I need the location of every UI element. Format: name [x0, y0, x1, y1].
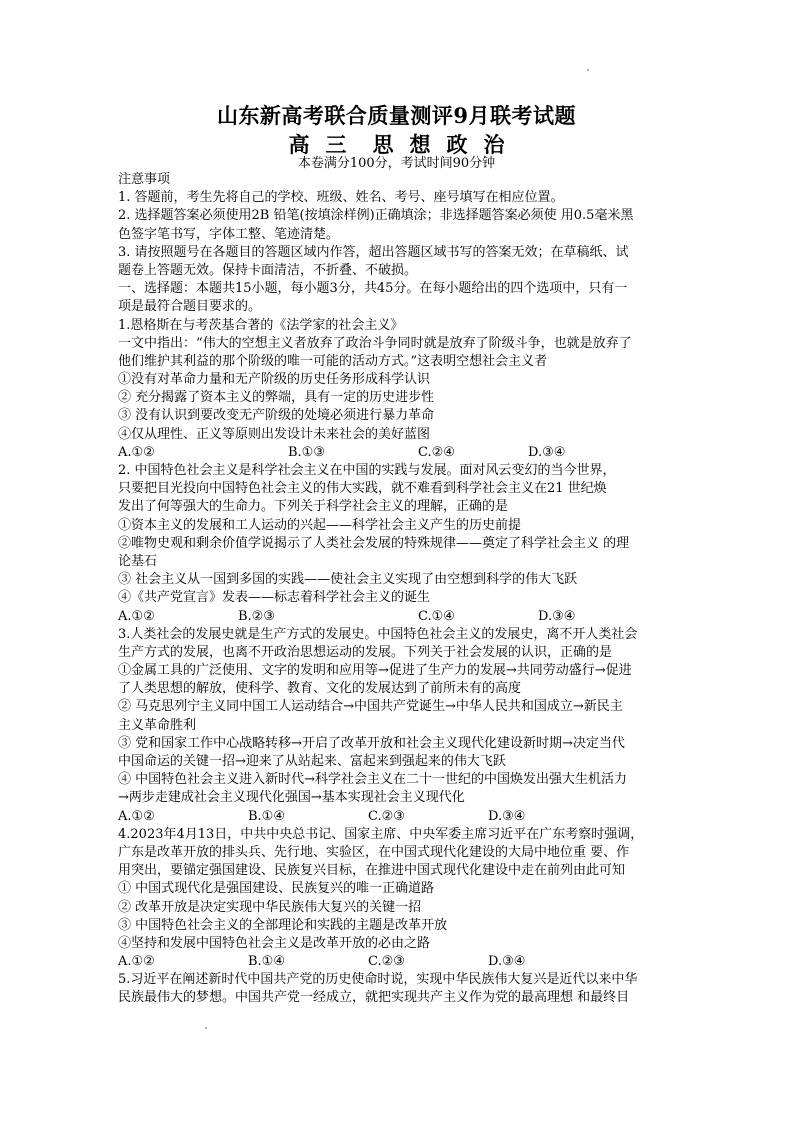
question-2-line: 只要把目光投向中国特色社会主义的伟大实践，就不难看到科学社会主义在21 世纪焕: [118, 481, 607, 497]
question-3-line: ② 马克思列宁主义同中国工人运动结合→中国共产党诞生→中华人民共和国成立→新民主: [118, 699, 623, 715]
question-2-line: 论基石: [118, 553, 158, 569]
question-3-line: →两步走建成社会主义现代化强国→基本实现社会主义现代化: [118, 790, 465, 806]
option-b: B.①④: [248, 954, 285, 970]
note-line: 1. 答题前，考生先将自己的学校、班级、姓名、考号、座号填写在相应位置。: [118, 190, 564, 206]
question-1-line: ④仅从理性、正义等原则出发设计未来社会的美好蓝图: [118, 426, 431, 442]
exam-info: 本卷满分100分，考试时间90分钟: [297, 156, 496, 171]
question-4-line: 用突出，要锚定强国建设、民族复兴目标，在推进中国式现代化建设中走在前列由此可知: [118, 863, 626, 879]
question-3-line: 中国命运的关键一招→迎来了从站起来、富起来到强起来的伟大飞跃: [118, 754, 506, 769]
option-d: D.③④: [488, 954, 526, 970]
question-4-line: 广东是改革开放的排头兵、先行地、实验区，在中国式现代化建设的大局中地位重 要、作: [118, 844, 630, 860]
question-3-line: ④ 中国特色社会主义进入新时代→科学社会主义在二十一世纪的中国焕发出强大生机活力: [118, 772, 628, 788]
question-3-line: 主义革命胜利: [118, 717, 197, 733]
question-5-line: 5.习近平在阐述新时代中国共产党的历史使命时说，实现中华民族伟大复兴是近代以来中华: [118, 972, 638, 988]
note-line: 2. 选择题答案必须使用2B 铅笔(按填涂样例)正确填涂；非选择题答案必须使 用0.5毫米黑: [118, 208, 634, 224]
question-2-line: ③ 社会主义从一国到多国的实践——使社会主义实现了由空想到科学的伟大飞跃: [118, 572, 578, 588]
option-a: A.①②: [118, 808, 155, 824]
question-1-line: ③ 没有认识到要改变无产阶级的处境必须进行暴力革命: [118, 408, 435, 424]
question-5-line: 民族最伟大的梦想。中国共产党一经成立，就把实现共产主义作为党的最高理想 和最终目: [118, 990, 630, 1006]
question-1-line: 他们维护其利益的那个阶级的唯一可能的活动方式。”这表明空想社会主义者: [118, 353, 548, 369]
notes-heading: 注意事项: [118, 172, 171, 187]
question-3-line: 生产方式的发展，也离不开政治思想运动的发展。下列关于社会发展的认识，正确的是: [118, 644, 613, 660]
option-d: D.③④: [538, 608, 576, 624]
option-c: C.②③: [368, 954, 405, 970]
question-4-line: 4.2023年4月13日，中共中央总书记、国家主席、中央军委主席习近平在广东考察时强调，: [118, 826, 644, 842]
subject-title: 高 三 思 想 政 治: [288, 132, 505, 157]
question-1-line: 1.恩格斯在与考茨基合著的《法学家的社会主义》: [118, 317, 404, 333]
question-2-line: 2. 中国特色社会主义是科学社会主义在中国的实践与发展。面对风云变幻的当今世界，: [118, 463, 616, 478]
note-line: 题卷上答题无效。保持卡面清洁，不折叠、不破损。: [118, 262, 418, 278]
option-c: C.①④: [418, 608, 455, 624]
question-3-options: [118, 808, 678, 826]
note-line: 3. 请按照题号在各题目的答题区域内作答，超出答题区域书写的答案无效；在草稿纸、试: [118, 244, 629, 260]
exam-body: [118, 171, 678, 1008]
question-4-line: ④坚持和发展中国特色社会主义是改革开放的必由之路: [118, 935, 431, 951]
question-2-line: ②唯物史观和剩余价值学说揭示了人类社会发展的特殊规律——奠定了科学社会主义 的理: [118, 535, 630, 551]
question-3-line: ③ 党和国家工作中心战略转移→开启了改革开放和社会主义现代化建设新时期→决定当代: [118, 735, 625, 751]
section-heading: 项是最符合题目要求的。: [118, 299, 262, 315]
option-b: B.①③: [288, 444, 325, 460]
question-1-line: ①没有对革命力量和无产阶级的历史任务形成科学认识: [118, 372, 431, 388]
question-4-line: ③ 中国特色社会主义的全部理论和实践的主题是改革开放: [118, 917, 448, 933]
question-4-options: [118, 953, 678, 971]
scan-dot: [587, 69, 589, 71]
question-2-options: [118, 608, 678, 626]
question-3-line: ①金属工具的广泛使用、文字的发明和应用等→促进了生产力的发展→共同劳动盛行→促进: [118, 663, 632, 679]
question-1-line: ② 充分揭露了资本主义的弊端，具有一定的历史进步性: [118, 390, 435, 406]
question-2-line: ①资本主义的发展和工人运动的兴起——科学社会主义产生的历史前提: [118, 517, 522, 533]
option-c: C.②③: [368, 808, 405, 824]
option-d: D.③④: [528, 444, 566, 460]
question-4-line: ② 改革开放是决定实现中华民族伟大复兴的关键一招: [118, 899, 422, 915]
option-a: A.①②: [118, 608, 155, 624]
question-3-line: 了人类思想的解放，使科学、教育、文化的发展达到了前所未有的高度: [118, 681, 522, 697]
question-2-line: ④《共产党宣言》发表——标志着科学社会主义的诞生: [118, 590, 431, 606]
option-a: A.①②: [118, 954, 155, 970]
question-4-line: ① 中国式现代化是强国建设、民族复兴的唯一正确道路: [118, 881, 435, 897]
section-heading: 一、选择题：本题共15小题，每小题3分，共45分。在每小题给出的四个选项中，只有一: [118, 281, 628, 297]
option-c: C.②④: [418, 444, 455, 460]
option-a: A.①②: [118, 444, 155, 460]
question-3-line: 3.人类社会的发展史就是生产方式的发展史。中国特色社会主义的发展史，离不开人类社会: [118, 626, 638, 642]
option-d: D.③④: [488, 808, 526, 824]
scan-dot: [205, 1027, 207, 1029]
note-line: 色签字笔书写，字体工整、笔迹清楚。: [118, 226, 340, 242]
question-2-line: 发出了何等强大的生命力。下列关于科学社会主义的理解，正确的是: [118, 499, 509, 515]
question-1-options: [118, 444, 678, 462]
option-b: B.②③: [238, 608, 275, 624]
exam-title: 山东新高考联合质量测评9月联考试题: [216, 103, 577, 128]
option-b: B.①④: [248, 808, 285, 824]
question-1-line: 一文中指出：“伟大的空想主义者放弃了政治斗争同时就是放弃了阶级斗争，也就是放弃了: [118, 335, 632, 351]
